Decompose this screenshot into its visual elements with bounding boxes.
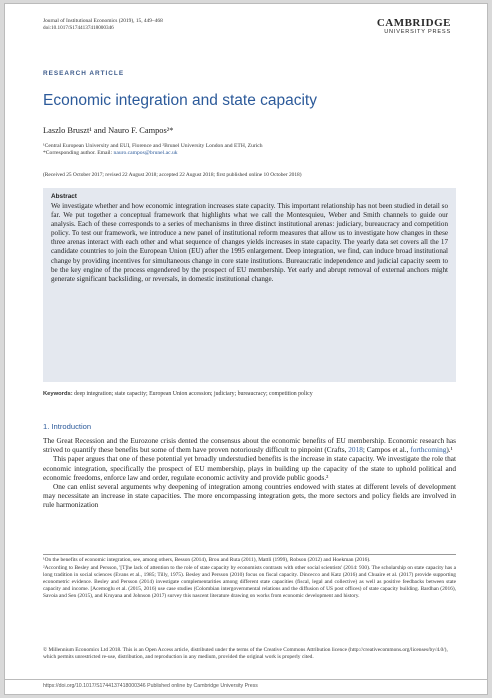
footnotes [43, 554, 456, 602]
footnote-2: ²According to Besley and Persson, '[T]he lack of attention to the role of state capacity by economists contrasts with other social scientists' (2014: 930). The scholarship on state capacity has a long tradition in social sciences (Evans et al., 1985; Tilly, 1975). Besley and Persson (2010) focus on fiscal capacity. Dincecco and Katz (2016) and Chuaire et al. (2017) provide supporting econometric evidence. Besley and Persson (2014) investigate complementarities among different state capacities (fiscal, legal and collective) as well as positive feedbacks between state capacity and income. [Acemoglu et al. (2015, 2016) use case studies (Colombian intergovernmental relations and the diffusion of US post offices) of state capacity building. Bardhan (2016), Savoia and Sen (2015), and Kruyana and Johnson (2017) survey this nascent literature drawing on works from economic development and history. [43, 565, 456, 600]
keywords-label: Keywords: [43, 391, 73, 397]
publisher-logo [377, 18, 451, 35]
abstract-heading: Abstract [51, 193, 77, 200]
abstract-text: We investigate whether and how economic integration increases state capacity. This important relationship has not been studied in detail so far. We put together a conceptual framework that highlights what we call the Montesquieu, Weber and Smith channels to guide our analysis. Each of these corresponds to a series of mechanisms in three distinct institutional arenas: judiciary, bureaucracy and competition policy. To test our framework, we introduce a new panel of institutional reform measures that allow us to investigate how changes in these three arenas interact with each other and what sequence of changes yields increases in state capacity. The yearly data set covers all the 17 candidate countries to join the European Union (EU) after the 1995 enlargement. Deep integration, we find, can induce broad institutional change by providing incentives for simultaneous change in core state institutions. Bureaucratic independence and judicial capacity seem to be the key engine of the process engendered by the prospect of EU membership. Yet early and abrupt removal of external anchors might generate significant backsliding, or reversals, in domestic institutional change. [51, 202, 448, 283]
publisher-logo-top: CAMBRIDGE [376, 17, 451, 29]
page-header [43, 18, 451, 58]
paragraph-text: The Great Recession and the Eurozone crisis dented the consensus about the economic benefits of EU membership. Economic research has strived to quantify these benefits but some of them have proven notoriously difficult to pinpoint (Crafts, [43, 436, 456, 455]
keywords [43, 391, 463, 397]
corresponding-label: *Corresponding author. Email: [43, 150, 113, 157]
footer-doi-link[interactable]: https://doi.org/10.1017/S1744137418000346 Published online by Cambridge University Press [43, 683, 258, 689]
footnote-1: ¹On the benefits of economic integration, see, among others, Besson (2014), Brou and Ruta (2011), Mattli (1999), Robson (2012) and Hoekman (2016). [43, 557, 371, 563]
abstract-box [43, 188, 456, 382]
publication-dates: (Received 25 October 2017; revised 22 August 2018; accepted 22 August 2018; first published online 10 October 2018) [43, 172, 302, 178]
citation-link[interactable]: 2018 [348, 445, 363, 455]
authors: Laszlo Bruszt¹ and Nauro F. Campos²* [43, 126, 174, 135]
affiliation-line: ¹Central European University and EUI, Florence and ²Brunel University London and ETH, Zurich [43, 143, 263, 149]
publisher-logo-bottom: UNIVERSITY PRESS [384, 29, 451, 35]
author-email-link[interactable]: nauro.campos@brunel.ac.uk [113, 150, 178, 157]
page-footer [5, 679, 488, 695]
paragraph [43, 436, 456, 454]
citation-link[interactable]: forthcoming [410, 445, 447, 455]
journal-reference: Journal of Institutional Economics (2019), 15, 449–468 [43, 18, 163, 24]
affiliations [43, 143, 463, 158]
introduction-text [43, 436, 456, 510]
article-type: RESEARCH ARTICLE [43, 70, 125, 77]
paragraph: One can enlist several arguments why deepening of integration among countries endowed with states at different levels of development may necessitate an increase in state capacities. The more encompassing integration gets, the more sectors and policy fields are involved in rule harmonization [43, 482, 456, 510]
article-title: Economic integration and state capacity [43, 92, 317, 109]
copyright-notice: © Millennium Economics Ltd 2018. This is an Open Access article, distributed under the terms of the Creative Commons Attribution licence (http://creativecommons.org/licenses/by/4.0/), which permits unrestricted re-use, distribution, and reproduction in any medium, provided the original work is properly cited. [43, 647, 448, 660]
doi[interactable]: doi:10.1017/S1744137418000346 [43, 25, 114, 31]
paragraph-text: ; Campos et al., [362, 445, 411, 455]
paragraph-text: ).¹ [446, 445, 453, 455]
paper-page [4, 3, 488, 695]
paragraph: This paper argues that one of these potential yet broadly understudied benefits is the increase in state capacity. We investigate the role that economic integration, specifically the prospect of EU membership, plays in building up the capacity of the state to uphold political and economic freedoms, enforce law and order, regulate economic activity and provide public goods.² [43, 454, 456, 482]
corresponding-author [43, 150, 463, 157]
keywords-text: deep integration; state capacity; European Union accession; judiciary; bureaucracy; competition policy [74, 391, 313, 397]
section-heading-introduction: 1. Introduction [43, 422, 92, 431]
